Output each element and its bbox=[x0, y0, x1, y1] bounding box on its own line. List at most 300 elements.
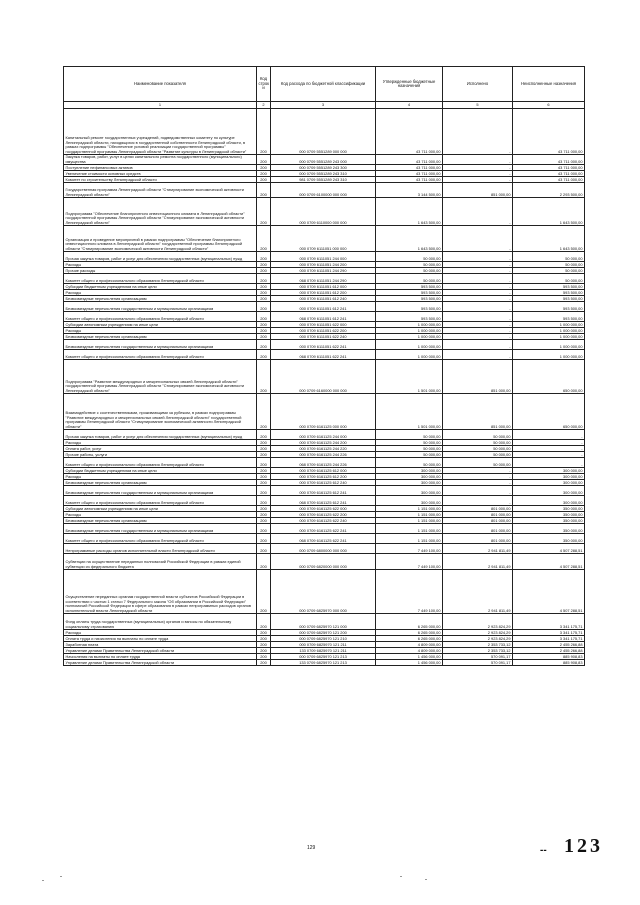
approved-amount-cell: 7 449 100,00 bbox=[376, 570, 443, 614]
approved-amount-cell: 1 151 000,00 bbox=[376, 506, 443, 512]
unexecuted-amount-cell: 593 500,00 bbox=[513, 290, 585, 296]
line-code-cell: 200 bbox=[257, 440, 271, 446]
executed-amount-cell: 570 091,17 bbox=[443, 654, 513, 660]
unexecuted-amount-cell: 1 000 000,00 bbox=[513, 322, 585, 328]
indicator-name-cell: Расходы bbox=[64, 630, 257, 636]
executed-amount-cell: - bbox=[443, 340, 513, 350]
line-code-cell: 200 bbox=[257, 544, 271, 554]
approved-amount-cell: 593 500,00 bbox=[376, 284, 443, 290]
executed-amount-cell: - bbox=[443, 290, 513, 296]
table-row bbox=[64, 534, 585, 544]
unexecuted-amount-cell: 3 341 175,71 bbox=[513, 636, 585, 642]
budget-code-cell: 000 0709 6111051 244 000 bbox=[271, 252, 376, 262]
approved-amount-cell: 1 151 000,00 bbox=[376, 518, 443, 524]
line-code-cell: 200 bbox=[257, 506, 271, 512]
indicator-name-cell: Комитет общего и профессионального образования Ленинградской области bbox=[64, 534, 257, 544]
indicator-name-cell: Расходы bbox=[64, 262, 257, 268]
indicator-name-cell: Расходы bbox=[64, 328, 257, 334]
approved-amount-cell: 593 500,00 bbox=[376, 312, 443, 322]
approved-amount-cell: 1 000 000,00 bbox=[376, 340, 443, 350]
indicator-name-cell: Поступление нефинансовых активов bbox=[64, 165, 257, 171]
line-code-cell: 200 bbox=[257, 636, 271, 642]
approved-amount-cell: 1 151 000,00 bbox=[376, 534, 443, 544]
executed-amount-cell: 801 000,00 bbox=[443, 512, 513, 518]
indicator-name-cell: Осуществление переданных органам государственной власти субъектов Российской Федерации в соответствии с частью 1 статьи 7 Федерального закона "Об образовании в Российской Федерации" полномочий Российской Федерации в сфере образования в рамках непрограммных расходов органов исполнительной власти Ленинградской области bbox=[64, 570, 257, 614]
approved-amount-cell: 1 000 000,00 bbox=[376, 328, 443, 334]
executed-amount-cell: - bbox=[443, 155, 513, 165]
budget-code-cell: 000 0709 6111051 612 000 bbox=[271, 284, 376, 290]
executed-amount-cell: 801 000,00 bbox=[443, 506, 513, 512]
indicator-name-cell: Управление делами Правительства Ленинградской области bbox=[64, 660, 257, 666]
unexecuted-amount-cell: 593 500,00 bbox=[513, 302, 585, 312]
approved-amount-cell: 7 449 100,00 bbox=[376, 544, 443, 554]
executed-amount-cell: 50 000,00 bbox=[443, 440, 513, 446]
indicator-name-cell: Закупка товаров, работ, услуг в целях капитального ремонта государственного (муниципального) имущества bbox=[64, 155, 257, 165]
scan-speck bbox=[400, 876, 402, 877]
line-code-cell: 200 bbox=[257, 518, 271, 524]
line-code-cell: 200 bbox=[257, 274, 271, 284]
budget-code-cell: 000 0709 6111051 622 200 bbox=[271, 328, 376, 334]
approved-amount-cell: 1 151 000,00 bbox=[376, 512, 443, 518]
header-budget-code: Код расхода по бюджетной классификации bbox=[271, 67, 376, 102]
executed-amount-cell: - bbox=[443, 302, 513, 312]
line-code-cell: 200 bbox=[257, 165, 271, 171]
approved-amount-cell: 50 000,00 bbox=[376, 458, 443, 468]
approved-amount-cell: 43 711 000,00 bbox=[376, 177, 443, 183]
line-code-cell: 200 bbox=[257, 155, 271, 165]
table-header-row bbox=[64, 67, 585, 102]
budget-code-cell: 000 0709 6161125 244 226 bbox=[271, 452, 376, 458]
budget-code-cell: 000 0709 6825970 121 210 bbox=[271, 636, 376, 642]
unexecuted-amount-cell: 50 000,00 bbox=[513, 252, 585, 262]
scan-speck bbox=[42, 880, 44, 881]
unexecuted-amount-cell: 4 507 288,51 bbox=[513, 570, 585, 614]
indicator-name-cell: Капитальный ремонт государственных учреждений, подведомственных комитету по культуре Ленинградской области, находящихся в государственной собственности Ленинградской области, в рамках подпрограммы "Обеспечение условий реализации государственной программы" государственной программы Ленинградской области "Развитие культуры в Ленинградской области" bbox=[64, 109, 257, 155]
table-row bbox=[64, 544, 585, 554]
indicator-name-cell: Комитет общего и профессионального образования Ленинградской области bbox=[64, 274, 257, 284]
budget-code-cell: 000 0709 6161125 612 000 bbox=[271, 468, 376, 474]
approved-amount-cell: 300 000,00 bbox=[376, 474, 443, 480]
indicator-name-cell: Прочая закупка товаров, работ и услуг для обеспечения государственных (муниципальных) нужд bbox=[64, 430, 257, 440]
header-unexecuted: Неисполненные назначения bbox=[513, 67, 585, 102]
executed-amount-cell: - bbox=[443, 109, 513, 155]
indicator-name-cell: Безвозмездные перечисления организациям bbox=[64, 518, 257, 524]
indicator-name-cell: Субсидии бюджетным учреждениям на иные цели bbox=[64, 284, 257, 290]
executed-amount-cell: - bbox=[443, 268, 513, 274]
line-code-cell: 200 bbox=[257, 446, 271, 452]
executed-amount-cell: - bbox=[443, 480, 513, 486]
column-number: 4 bbox=[376, 102, 443, 109]
line-code-cell: 200 bbox=[257, 290, 271, 296]
approved-amount-cell: 1 501 000,00 bbox=[376, 360, 443, 394]
approved-amount-cell: 50 000,00 bbox=[376, 274, 443, 284]
unexecuted-amount-cell: 350 000,00 bbox=[513, 524, 585, 534]
executed-amount-cell: - bbox=[443, 468, 513, 474]
executed-amount-cell: 2 923 824,29 bbox=[443, 630, 513, 636]
executed-amount-cell: - bbox=[443, 165, 513, 171]
budget-code-cell: 000 0709 6111051 622 000 bbox=[271, 322, 376, 328]
indicator-name-cell: Начисления на выплаты по оплате труда bbox=[64, 654, 257, 660]
indicator-name-cell: Субсидии автономным учреждениям на иные цели bbox=[64, 506, 257, 512]
line-code-cell: 200 bbox=[257, 394, 271, 430]
budget-code-cell: 000 0709 6825970 121 211 bbox=[271, 642, 376, 648]
line-code-cell: 200 bbox=[257, 226, 271, 252]
table-row bbox=[64, 274, 585, 284]
indicator-name-cell: Комитет общего и профессионального образования Ленинградской области bbox=[64, 350, 257, 360]
unexecuted-amount-cell: - bbox=[513, 446, 585, 452]
budget-code-cell: 000 0709 6111051 000 000 bbox=[271, 226, 376, 252]
executed-amount-cell: 50 000,00 bbox=[443, 458, 513, 468]
unexecuted-amount-cell: 350 000,00 bbox=[513, 518, 585, 524]
approved-amount-cell: 50 000,00 bbox=[376, 430, 443, 440]
indicator-name-cell: Управление делами Правительства Ленинградской области bbox=[64, 648, 257, 654]
line-code-cell: 200 bbox=[257, 268, 271, 274]
column-number: 2 bbox=[257, 102, 271, 109]
budget-code-cell: 000 0709 6111051 612 200 bbox=[271, 290, 376, 296]
approved-amount-cell: 43 711 000,00 bbox=[376, 109, 443, 155]
unexecuted-amount-cell: 43 711 000,00 bbox=[513, 155, 585, 165]
approved-amount-cell: 1 000 000,00 bbox=[376, 322, 443, 328]
indicator-name-cell: Подпрограмма "Обеспечение благоприятного инвестиционного климата в Ленинградской области" государственной программы Ленинградской области "Стимулирование экономической активности Ленинградской области" bbox=[64, 198, 257, 226]
budget-code-cell: 000 0709 6820000 000 000 bbox=[271, 554, 376, 570]
line-code-cell: 200 bbox=[257, 262, 271, 268]
executed-amount-cell: - bbox=[443, 177, 513, 183]
executed-amount-cell: - bbox=[443, 474, 513, 480]
sheet-number: 123 bbox=[564, 835, 603, 857]
budget-code-cell: 000 0709 6161125 244 000 bbox=[271, 430, 376, 440]
approved-amount-cell: 3 144 500,00 bbox=[376, 183, 443, 198]
line-code-cell: 200 bbox=[257, 496, 271, 506]
indicator-name-cell: Фонд оплаты труда государственных (муниципальных) органов и взносы по обязательному социальному страхованию bbox=[64, 614, 257, 630]
table-row bbox=[64, 394, 585, 430]
approved-amount-cell: 50 000,00 bbox=[376, 252, 443, 262]
executed-amount-cell: 2 941 811,49 bbox=[443, 570, 513, 614]
table-row bbox=[64, 252, 585, 262]
unexecuted-amount-cell: 4 507 288,51 bbox=[513, 554, 585, 570]
approved-amount-cell: 43 711 000,00 bbox=[376, 155, 443, 165]
unexecuted-amount-cell: 1 000 000,00 bbox=[513, 350, 585, 360]
line-code-cell: 200 bbox=[257, 252, 271, 262]
executed-amount-cell: 851 000,00 bbox=[443, 183, 513, 198]
unexecuted-amount-cell: 2 455 266,88 bbox=[513, 648, 585, 654]
approved-amount-cell: 593 500,00 bbox=[376, 290, 443, 296]
budget-code-cell: 133 0709 6825970 121 213 bbox=[271, 660, 376, 666]
approved-amount-cell: 43 711 000,00 bbox=[376, 171, 443, 177]
approved-amount-cell: 1 456 000,00 bbox=[376, 660, 443, 666]
indicator-name-cell: Прочие работы, услуги bbox=[64, 452, 257, 458]
table-row bbox=[64, 302, 585, 312]
approved-amount-cell: 6 265 000,00 bbox=[376, 614, 443, 630]
line-code-cell: 200 bbox=[257, 630, 271, 636]
executed-amount-cell: - bbox=[443, 334, 513, 340]
unexecuted-amount-cell: 43 711 000,00 bbox=[513, 109, 585, 155]
line-code-cell: 200 bbox=[257, 284, 271, 290]
executed-amount-cell: 851 000,00 bbox=[443, 360, 513, 394]
unexecuted-amount-cell: 4 507 288,51 bbox=[513, 544, 585, 554]
line-code-cell: 200 bbox=[257, 570, 271, 614]
indicator-name-cell: Расходы bbox=[64, 512, 257, 518]
budget-code-cell: 000 0709 5551289 000 000 bbox=[271, 109, 376, 155]
budget-code-cell: 000 0709 5551289 243 300 bbox=[271, 165, 376, 171]
budget-code-cell: 068 0709 6111051 244 290 bbox=[271, 274, 376, 284]
unexecuted-amount-cell: 50 000,00 bbox=[513, 268, 585, 274]
budget-code-cell: 000 0709 6161125 622 000 bbox=[271, 506, 376, 512]
executed-amount-cell: 2 923 824,29 bbox=[443, 614, 513, 630]
unexecuted-amount-cell: 43 711 000,00 bbox=[513, 177, 585, 183]
executed-amount-cell: 801 000,00 bbox=[443, 524, 513, 534]
indicator-name-cell: Безвозмездные перечисления государственным и муниципальным организациям bbox=[64, 302, 257, 312]
table-row bbox=[64, 570, 585, 614]
table-row bbox=[64, 614, 585, 630]
budget-code-cell: 000 0709 6800000 000 000 bbox=[271, 544, 376, 554]
budget-code-cell: 000 0709 6111051 622 240 bbox=[271, 334, 376, 340]
budget-code-cell: 068 0709 6161125 622 241 bbox=[271, 534, 376, 544]
executed-amount-cell: - bbox=[443, 226, 513, 252]
executed-amount-cell: 50 000,00 bbox=[443, 452, 513, 458]
executed-amount-cell: - bbox=[443, 284, 513, 290]
header-line-code: Код строк и bbox=[257, 67, 271, 102]
line-code-cell: 200 bbox=[257, 654, 271, 660]
executed-amount-cell: - bbox=[443, 171, 513, 177]
budget-code-cell: 000 0709 5551289 243 000 bbox=[271, 155, 376, 165]
executed-amount-cell: 801 000,00 bbox=[443, 534, 513, 544]
table-row bbox=[64, 506, 585, 512]
indicator-name-cell: Прочая закупка товаров, работ и услуг для обеспечения государственных (муниципальных) нужд bbox=[64, 252, 257, 262]
budget-code-cell: 000 0709 6161125 612 241 bbox=[271, 486, 376, 496]
budget-code-cell: 000 0709 6825970 000 000 bbox=[271, 570, 376, 614]
table-row bbox=[64, 636, 585, 642]
line-code-cell: 200 bbox=[257, 360, 271, 394]
executed-amount-cell: 801 000,00 bbox=[443, 518, 513, 524]
indicator-name-cell: Комитет общего и профессионального образования Ленинградской области bbox=[64, 312, 257, 322]
indicator-name-cell: Непрограммные расходы органов исполнительной власти Ленинградской области bbox=[64, 544, 257, 554]
executed-amount-cell: - bbox=[443, 312, 513, 322]
budget-code-cell: 000 0709 6161125 622 241 bbox=[271, 524, 376, 534]
executed-amount-cell: 2 923 824,29 bbox=[443, 636, 513, 642]
approved-amount-cell: 4 809 000,00 bbox=[376, 648, 443, 654]
budget-code-cell: 000 0709 6161125 244 200 bbox=[271, 440, 376, 446]
indicator-name-cell: Оплата работ, услуг bbox=[64, 446, 257, 452]
budget-code-cell: 000 0709 5551289 243 310 bbox=[271, 171, 376, 177]
unexecuted-amount-cell: 1 000 000,00 bbox=[513, 340, 585, 350]
approved-amount-cell: 593 500,00 bbox=[376, 302, 443, 312]
table-row bbox=[64, 458, 585, 468]
unexecuted-amount-cell: 1 643 500,00 bbox=[513, 198, 585, 226]
line-code-cell: 200 bbox=[257, 340, 271, 350]
scan-speck bbox=[425, 879, 427, 880]
line-code-cell: 200 bbox=[257, 198, 271, 226]
executed-amount-cell: 2 941 811,49 bbox=[443, 544, 513, 554]
indicator-name-cell: Безвозмездные перечисления организациям bbox=[64, 334, 257, 340]
table-row bbox=[64, 198, 585, 226]
approved-amount-cell: 1 000 000,00 bbox=[376, 334, 443, 340]
budget-code-cell: 068 0709 6161125 612 241 bbox=[271, 496, 376, 506]
budget-code-cell: 068 0709 6161125 244 226 bbox=[271, 458, 376, 468]
indicator-name-cell: Расходы bbox=[64, 474, 257, 480]
line-code-cell: 200 bbox=[257, 296, 271, 302]
approved-amount-cell: 50 000,00 bbox=[376, 452, 443, 458]
line-code-cell: 200 bbox=[257, 322, 271, 328]
approved-amount-cell: 50 000,00 bbox=[376, 268, 443, 274]
budget-code-cell: 000 0709 6110000 000 000 bbox=[271, 198, 376, 226]
indicator-name-cell: Подпрограмма "Развитие международных и межрегиональных связей Ленинградской области" государственной программы Ленинградской области "Стимулирование экономической активности Ленинградской области" bbox=[64, 360, 257, 394]
footer-dash: -- bbox=[540, 845, 547, 856]
unexecuted-amount-cell: 3 341 175,71 bbox=[513, 614, 585, 630]
budget-code-cell: 000 0709 6161125 612 200 bbox=[271, 474, 376, 480]
budget-code-cell: 068 0709 6111051 622 241 bbox=[271, 350, 376, 360]
indicator-name-cell: Субсидии автономным учреждениям на иные цели bbox=[64, 322, 257, 328]
approved-amount-cell: 50 000,00 bbox=[376, 262, 443, 268]
unexecuted-amount-cell: 593 500,00 bbox=[513, 312, 585, 322]
approved-amount-cell: 300 000,00 bbox=[376, 480, 443, 486]
budget-code-cell: 000 0709 6825970 121 200 bbox=[271, 630, 376, 636]
line-code-cell: 200 bbox=[257, 350, 271, 360]
unexecuted-amount-cell: 300 000,00 bbox=[513, 486, 585, 496]
budget-code-cell: 000 0709 6111051 622 241 bbox=[271, 340, 376, 350]
budget-execution-table bbox=[63, 66, 585, 666]
executed-amount-cell: - bbox=[443, 486, 513, 496]
executed-amount-cell: 2 941 811,49 bbox=[443, 554, 513, 570]
budget-code-cell: 000 0709 6100000 000 000 bbox=[271, 183, 376, 198]
column-number: 1 bbox=[64, 102, 257, 109]
approved-amount-cell: 1 000 000,00 bbox=[376, 350, 443, 360]
budget-code-cell: 000 0709 6111051 612 240 bbox=[271, 296, 376, 302]
line-code-cell: 200 bbox=[257, 177, 271, 183]
unexecuted-amount-cell: 1 000 000,00 bbox=[513, 334, 585, 340]
executed-amount-cell: - bbox=[443, 262, 513, 268]
unexecuted-amount-cell: 50 000,00 bbox=[513, 274, 585, 284]
table-row bbox=[64, 350, 585, 360]
header-indicator-name: Наименование показателя bbox=[64, 67, 257, 102]
unexecuted-amount-cell: 885 908,83 bbox=[513, 660, 585, 666]
indicator-name-cell: Субсидии бюджетным учреждениям на иные цели bbox=[64, 468, 257, 474]
approved-amount-cell: 6 265 000,00 bbox=[376, 636, 443, 642]
indicator-name-cell: Взаимодействие с соотечественниками, проживающими за рубежом, в рамках подпрограммы "Развитие международных и межрегиональных связей Ленинградской области" государственной программы Ленинградской области "Стимулирование экономической активности Ленинградской области" bbox=[64, 394, 257, 430]
unexecuted-amount-cell: 593 500,00 bbox=[513, 284, 585, 290]
budget-code-cell: 000 0709 6111051 244 290 bbox=[271, 268, 376, 274]
budget-code-cell: 000 0709 6161125 622 240 bbox=[271, 518, 376, 524]
unexecuted-amount-cell: 1 000 000,00 bbox=[513, 328, 585, 334]
budget-code-cell: 068 0709 6111051 612 241 bbox=[271, 312, 376, 322]
approved-amount-cell: 7 449 100,00 bbox=[376, 554, 443, 570]
indicator-name-cell: Безвозмездные перечисления государственным и муниципальным организациям bbox=[64, 340, 257, 350]
table-row bbox=[64, 486, 585, 496]
executed-amount-cell: - bbox=[443, 322, 513, 328]
approved-amount-cell: 43 711 000,00 bbox=[376, 165, 443, 171]
budget-code-cell: 000 0709 6161125 612 240 bbox=[271, 480, 376, 486]
budget-code-cell: 000 0709 6161125 244 220 bbox=[271, 446, 376, 452]
approved-amount-cell: 1 643 500,00 bbox=[376, 198, 443, 226]
unexecuted-amount-cell: 43 711 000,00 bbox=[513, 165, 585, 171]
executed-amount-cell: 50 000,00 bbox=[443, 430, 513, 440]
line-code-cell: 200 bbox=[257, 328, 271, 334]
table-row bbox=[64, 340, 585, 350]
approved-amount-cell: 300 000,00 bbox=[376, 486, 443, 496]
table-row bbox=[64, 155, 585, 165]
line-code-cell: 200 bbox=[257, 452, 271, 458]
approved-amount-cell: 4 809 000,00 bbox=[376, 642, 443, 648]
table-row bbox=[64, 312, 585, 322]
unexecuted-amount-cell: - bbox=[513, 440, 585, 446]
executed-amount-cell: - bbox=[443, 198, 513, 226]
unexecuted-amount-cell: 300 000,00 bbox=[513, 468, 585, 474]
executed-amount-cell: - bbox=[443, 274, 513, 284]
table-row bbox=[64, 648, 585, 654]
line-code-cell: 200 bbox=[257, 554, 271, 570]
indicator-name-cell: Безвозмездные перечисления государственным и муниципальным организациям bbox=[64, 524, 257, 534]
table-row bbox=[64, 183, 585, 198]
indicator-name-cell: Расходы bbox=[64, 440, 257, 446]
header-approved: Утвержденные бюджетные назначения bbox=[376, 67, 443, 102]
table-row bbox=[64, 518, 585, 524]
indicator-name-cell: Увеличение стоимости основных средств bbox=[64, 171, 257, 177]
indicator-name-cell: Комитет по строительству Ленинградской области bbox=[64, 177, 257, 183]
approved-amount-cell: 50 000,00 bbox=[376, 440, 443, 446]
indicator-name-cell: Государственная программа Ленинградской области "Стимулирование экономической активности Ленинградской области" bbox=[64, 183, 257, 198]
unexecuted-amount-cell: 300 000,00 bbox=[513, 496, 585, 506]
indicator-name-cell: Комитет общего и профессионального образования Ленинградской области bbox=[64, 496, 257, 506]
unexecuted-amount-cell: 350 000,00 bbox=[513, 534, 585, 544]
line-code-cell: 200 bbox=[257, 458, 271, 468]
budget-code-cell: 000 0709 6161125 000 000 bbox=[271, 394, 376, 430]
budget-code-cell: 000 0709 6160000 000 000 bbox=[271, 360, 376, 394]
budget-code-cell: 000 0709 6161125 622 200 bbox=[271, 512, 376, 518]
budget-code-cell: 000 0709 6825970 121 213 bbox=[271, 654, 376, 660]
line-code-cell: 200 bbox=[257, 171, 271, 177]
unexecuted-amount-cell: 350 000,00 bbox=[513, 512, 585, 518]
indicator-name-cell: Организация и проведение мероприятий в рамках подпрограммы "Обеспечение благоприятного инвестиционного климата в Ленинградской области" государственной программы Ленинградской области "Стимулирование экономической активности Ленинградской области" bbox=[64, 226, 257, 252]
approved-amount-cell: 1 151 000,00 bbox=[376, 524, 443, 534]
line-code-cell: 200 bbox=[257, 474, 271, 480]
approved-amount-cell: 1 501 000,00 bbox=[376, 394, 443, 430]
line-code-cell: 200 bbox=[257, 468, 271, 474]
approved-amount-cell: 50 000,00 bbox=[376, 446, 443, 452]
unexecuted-amount-cell: 300 000,00 bbox=[513, 480, 585, 486]
indicator-name-cell: Оплата труда и начисления на выплаты по оплате труда bbox=[64, 636, 257, 642]
executed-amount-cell: 2 353 733,12 bbox=[443, 648, 513, 654]
line-code-cell: 200 bbox=[257, 642, 271, 648]
line-code-cell: 200 bbox=[257, 430, 271, 440]
line-code-cell: 200 bbox=[257, 486, 271, 496]
indicator-name-cell: Прочие расходы bbox=[64, 268, 257, 274]
budget-code-cell: 000 0709 6111051 244 200 bbox=[271, 262, 376, 268]
executed-amount-cell: 570 091,17 bbox=[443, 660, 513, 666]
table-row bbox=[64, 109, 585, 155]
executed-amount-cell: - bbox=[443, 328, 513, 334]
unexecuted-amount-cell: - bbox=[513, 430, 585, 440]
unexecuted-amount-cell: 50 000,00 bbox=[513, 262, 585, 268]
line-code-cell: 200 bbox=[257, 614, 271, 630]
executed-amount-cell: - bbox=[443, 296, 513, 302]
unexecuted-amount-cell: 2 293 500,00 bbox=[513, 183, 585, 198]
table-row bbox=[64, 524, 585, 534]
line-code-cell: 200 bbox=[257, 524, 271, 534]
unexecuted-amount-cell: 300 000,00 bbox=[513, 474, 585, 480]
line-code-cell: 200 bbox=[257, 109, 271, 155]
unexecuted-amount-cell: 3 341 175,71 bbox=[513, 630, 585, 636]
line-code-cell: 200 bbox=[257, 512, 271, 518]
unexecuted-amount-cell: 350 000,00 bbox=[513, 506, 585, 512]
column-number: 3 bbox=[271, 102, 376, 109]
scan-speck bbox=[60, 876, 62, 877]
approved-amount-cell: 6 265 000,00 bbox=[376, 630, 443, 636]
unexecuted-amount-cell: 43 711 000,00 bbox=[513, 171, 585, 177]
budget-code-cell: 981 0709 5551289 243 310 bbox=[271, 177, 376, 183]
executed-amount-cell: 851 000,00 bbox=[443, 394, 513, 430]
line-code-cell: 200 bbox=[257, 534, 271, 544]
approved-amount-cell: 593 500,00 bbox=[376, 296, 443, 302]
line-code-cell: 200 bbox=[257, 648, 271, 654]
